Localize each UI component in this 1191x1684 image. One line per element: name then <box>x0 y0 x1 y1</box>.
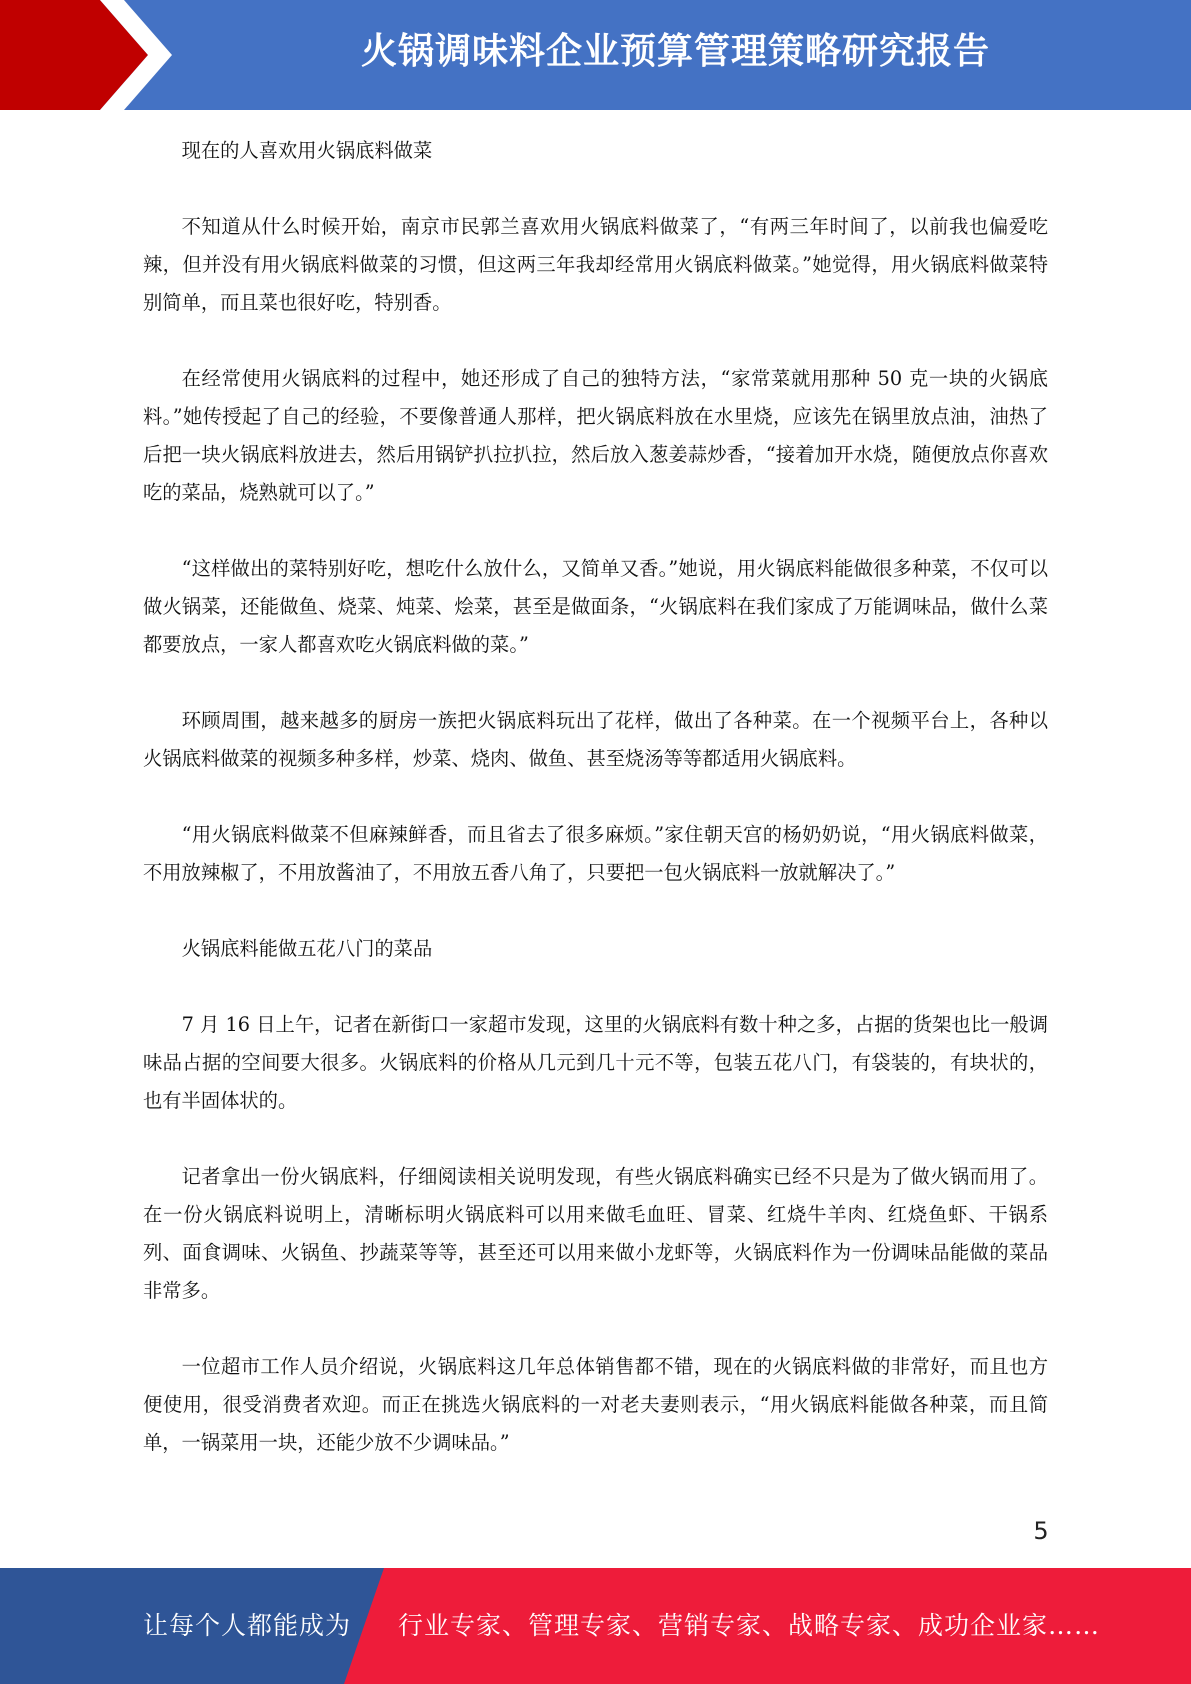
paragraph: “用火锅底料做菜不但麻辣鲜香，而且省去了很多麻烦。”家住朝天宫的杨奶奶说，“用火锅底料做菜，不用放辣椒了，不用放酱油了，不用放五香八角了，只要把一包火锅底料一放就解决了。” <box>143 823 1048 884</box>
article-body <box>143 132 1048 1500</box>
footer-slogan-right: 行业专家、管理专家、营销专家、战略专家、成功企业家…… <box>398 1611 1101 1640</box>
paragraph: 在经常使用火锅底料的过程中，她还形成了自己的独特方法，“家常菜就用那种 50 克一块的火锅底料。”她传授起了自己的经验，不要像普通人那样，把火锅底料放在水里烧，应该先在锅里放点油，油热了后把一块火锅底料放进去，然后用锅铲扒拉扒拉，然后放入葱姜蒜炒香，“接着加开水烧，随便放点你喜欢吃的菜品，烧熟就可以了。” <box>143 367 1048 504</box>
section-heading: 现在的人喜欢用火锅底料做菜 <box>181 139 433 162</box>
report-title: 火锅调味料企业预算管理策略研究报告 <box>360 31 990 72</box>
paragraph: “这样做出的菜特别好吃，想吃什么放什么，又简单又香。”她说，用火锅底料能做很多种菜，不仅可以做火锅菜，还能做鱼、烧菜、炖菜、烩菜，甚至是做面条，“火锅底料在我们家成了万能调味品，做什么菜都要放点，一家人都喜欢吃火锅底料做的菜。” <box>143 557 1048 656</box>
paragraph: 记者拿出一份火锅底料，仔细阅读相关说明发现，有些火锅底料确实已经不只是为了做火锅而用了。在一份火锅底料说明上，清晰标明火锅底料可以用来做毛血旺、冒菜、红烧牛羊肉、红烧鱼虾、干锅系列、面食调味、火锅鱼、抄蔬菜等等，甚至还可以用来做小龙虾等，火锅底料作为一份调味品能做的菜品非常多。 <box>143 1165 1048 1302</box>
page-header <box>0 0 1191 110</box>
paragraph: 7 月 16 日上午，记者在新街口一家超市发现，这里的火锅底料有数十种之多，占据的货架也比一般调味品占据的空间要大很多。火锅底料的价格从几元到几十元不等，包装五花八门，有袋装的，有块状的，也有半固体状的。 <box>143 1013 1048 1112</box>
section-heading: 火锅底料能做五花八门的菜品 <box>181 937 433 960</box>
footer-slogan-left: 让每个人都能成为 <box>143 1611 352 1640</box>
paragraph: 不知道从什么时候开始，南京市民郭兰喜欢用火锅底料做菜了，“有两三年时间了，以前我也偏爱吃辣，但并没有用火锅底料做菜的习惯，但这两三年我却经常用火锅底料做菜。”她觉得，用火锅底料做菜特别简单，而且菜也很好吃，特别香。 <box>143 215 1048 314</box>
paragraph: 一位超市工作人员介绍说，火锅底料这几年总体销售都不错，现在的火锅底料做的非常好，而且也方便使用，很受消费者欢迎。而正在挑选火锅底料的一对老夫妻则表示，“用火锅底料能做各种菜，而且简单，一锅菜用一块，还能少放不少调味品。” <box>143 1355 1048 1454</box>
page-footer <box>0 1568 1191 1684</box>
paragraph: 环顾周围，越来越多的厨房一族把火锅底料玩出了花样，做出了各种菜。在一个视频平台上，各种以火锅底料做菜的视频多种多样，炒菜、烧肉、做鱼、甚至烧汤等等都适用火锅底料。 <box>143 709 1048 770</box>
page-number: 5 <box>1033 1517 1049 1545</box>
